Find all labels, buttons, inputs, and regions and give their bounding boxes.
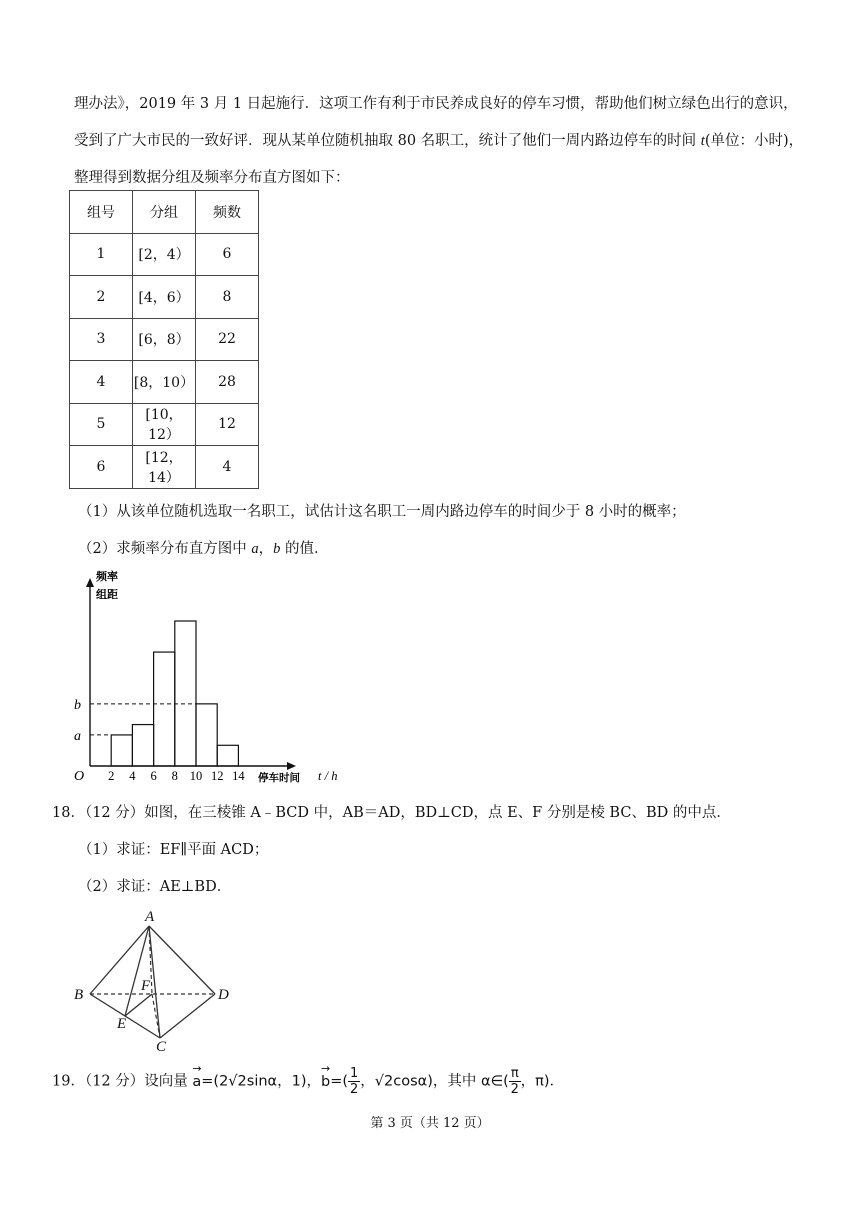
edge-cd	[160, 994, 215, 1038]
vertex-c-label: C	[156, 1039, 167, 1052]
table-cell: [8，10）	[133, 361, 196, 404]
x-tick-label: 14	[232, 769, 245, 783]
frequency-histogram	[64, 566, 344, 788]
intro-line-2	[74, 129, 803, 150]
table-cell: 6	[70, 446, 133, 489]
table-row	[70, 276, 259, 319]
table-cell: 22	[196, 318, 259, 361]
intro-line-3: 整理得到数据分组及频率分布直方图如下：	[74, 170, 350, 186]
table-cell: [12，14）	[133, 446, 196, 489]
fraction-numerator: π	[510, 1066, 519, 1081]
fraction-pi-half	[509, 1066, 521, 1097]
y-axis-arrow-icon	[86, 578, 94, 587]
table-row	[70, 403, 259, 446]
vertex-a-label: A	[145, 909, 155, 925]
q19-stem	[52, 1061, 565, 1106]
q19-prefix: 19．（12 分）设向量	[52, 1073, 193, 1090]
vector-b	[320, 1061, 331, 1090]
table-header-row	[70, 191, 259, 234]
page-footer: 第 3 页（共 12 页）	[370, 1116, 490, 1131]
fraction-denominator: 2	[510, 1082, 519, 1097]
x-tick-label: 12	[210, 769, 224, 783]
table-cell: 5	[70, 403, 133, 446]
table-row	[70, 446, 259, 489]
histogram-bar	[132, 725, 153, 766]
x-axis-arrow-icon	[287, 762, 296, 770]
table-cell: 1	[70, 233, 133, 276]
vertex-d-label: D	[218, 987, 229, 1003]
table-cell: 8	[196, 276, 259, 319]
x-tick-label: 8	[171, 769, 178, 783]
origin-label: O	[74, 769, 85, 784]
y-axis-label-bottom: 组距	[96, 588, 118, 601]
x-axis-unit: t / h	[318, 769, 338, 783]
q18-part1: （1）求证：EF∥平面 ACD；	[78, 842, 269, 858]
vector-a-symbol: a	[192, 1073, 202, 1090]
table-row	[70, 318, 259, 361]
table-cell: [10，12）	[133, 403, 196, 446]
x-tick-label: 6	[150, 769, 157, 783]
vector-a-components: =(2√2sinα，1)，	[201, 1073, 321, 1090]
table-row	[70, 233, 259, 276]
tetrahedron-figure	[70, 906, 240, 1052]
y-axis-label-top: 频率	[96, 570, 118, 583]
histogram-bar	[154, 652, 175, 766]
q17-part2-end: 的值．	[280, 541, 329, 557]
interval-end: ，π)．	[520, 1073, 565, 1090]
sep: ，	[258, 541, 274, 557]
q18-part2: （2）求证：AE⊥BD．	[78, 879, 232, 895]
intro-text: 受到了广大市民的一致好评．现从某单位随机抽取 80 名职工，统计了他们一周内路边停车的时间	[74, 133, 701, 149]
fraction-one-half	[348, 1066, 360, 1097]
table-header-cell: 分组	[133, 191, 196, 234]
var-b: b	[273, 541, 281, 557]
table-cell: 12	[196, 403, 259, 446]
frequency-table	[69, 190, 259, 489]
table-cell: [2，4）	[133, 233, 196, 276]
table-header-cell: 组号	[70, 191, 133, 234]
vector-arrow-icon: →	[192, 1061, 202, 1075]
edge-ac	[149, 926, 160, 1038]
y-mark-a: a	[74, 728, 81, 744]
y-mark-b: b	[74, 697, 81, 713]
vector-b-symbol: b	[320, 1073, 331, 1090]
intro-line-1: 理办法》，2019 年 3 月 1 日起施行．这项工作有利于市民养成良好的停车习惯，帮助他们树立绿色出行的意识，	[74, 96, 798, 112]
histogram-bar	[111, 735, 132, 766]
var-t: t	[700, 133, 705, 149]
histogram-bar	[175, 621, 196, 766]
x-axis-label: 停车时间	[258, 772, 300, 784]
vertex-b-label: B	[74, 987, 84, 1003]
table-cell: [6，8）	[133, 318, 196, 361]
table-row	[70, 361, 259, 404]
q18-stem: 18．（12 分）如图，在三棱锥 A﹣BCD 中，AB＝AD，BD⊥CD，点 E、F 分别是棱 BC、BD 的中点．	[52, 805, 731, 821]
x-tick-label: 10	[189, 769, 203, 783]
table-cell: [4，6）	[133, 276, 196, 319]
table-cell: 28	[196, 361, 259, 404]
x-tick-label: 4	[129, 769, 136, 783]
point-e-label: E	[117, 1016, 127, 1032]
point-f-label: F	[141, 978, 151, 994]
vector-b-open: =(	[330, 1073, 349, 1090]
histogram-bar	[217, 745, 238, 766]
table-cell: 6	[196, 233, 259, 276]
table-cell: 4	[70, 361, 133, 404]
q17-part2-text: （2）求频率分布直方图中	[78, 541, 252, 557]
table-cell: 4	[196, 446, 259, 489]
intro-unit: (单位：小时)，	[704, 133, 804, 149]
fraction-numerator: 1	[350, 1066, 359, 1081]
table-cell: 2	[70, 276, 133, 319]
fraction-denominator: 2	[350, 1082, 359, 1097]
x-tick-label: 2	[108, 769, 115, 783]
vector-arrow-icon: →	[320, 1061, 331, 1075]
var-a: a	[251, 541, 259, 557]
vector-a	[192, 1061, 202, 1090]
q17-part1: （1）从该单位随机选取一名职工，试估计这名职工一周内路边停车的时间少于 8 小时的概率；	[78, 504, 686, 520]
edge-ef	[125, 994, 152, 1016]
q17-part2	[78, 537, 328, 558]
edge-ad	[149, 926, 215, 994]
table-header-cell: 频数	[196, 191, 259, 234]
vector-b-rest: ，√2cosα)，其中 α∈(	[360, 1073, 509, 1090]
table-cell: 3	[70, 318, 133, 361]
histogram-bar	[196, 704, 217, 766]
